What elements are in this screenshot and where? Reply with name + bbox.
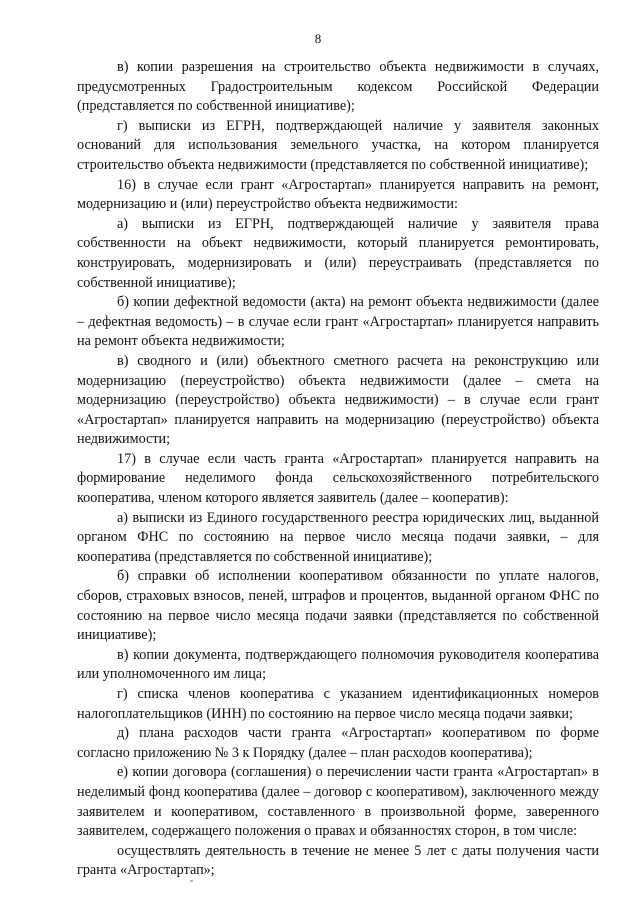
paragraph-item-g-member-list: г) списка членов кооператива с указанием идентификационных номеров налогоплательщиков (ИНН) по состоянию на первое число месяца подачи заявки;: [77, 686, 599, 722]
paragraph-item-g-egrn-land: г) выписки из ЕГРН, подтверждающей наличие у заявителя законных оснований для использования земельного участка, на котором планируется строительство объекта недвижимости (представляется по собственной инициативе);: [77, 117, 599, 173]
paragraph-item-e-cooperative-agreement: е) копии договора (соглашения) о перечислении части гранта «Агростартап» в неделимый фонд кооператива (далее – договор с кооперативом), заключенного между заявителем и кооперативом, составленного в произвольной форме, заверенного заявителем, содержащего положения о правах и обязанностях сторон, в том числе:: [77, 764, 599, 840]
paragraph-item-v-cost-estimate: в) сводного и (или) объектного сметного расчета на реконструкцию или модернизацию (переустройство) объекта недвижимости (далее – смета на модернизацию (переустройство) объекта недвижимости) – в случае если грант «Агростартап» планируется направить на модернизацию (переустройство) объекта недвижимости;: [77, 352, 599, 448]
paragraph-17-cooperative-fund: 17) в случае если часть гранта «Агростартап» планируется направить на формирование неделимого фонда сельскохозяйственного потребительского кооператива, членом которого является заявитель (далее – кооператив):: [77, 450, 599, 507]
paragraph-item-b-tax-certificate: б) справки об исполнении кооперативом обязанности по уплате налогов, сборов, страховых взносов, пеней, штрафов и процентов, выданной органом ФНС по состоянию на первое число месяца подачи заявки (представляется по собственной инициативе);: [77, 568, 599, 644]
scan-artifact: [190, 880, 193, 882]
paragraph-item-a-legal-entities-register: а) выписки из Единого государственного реестра юридических лиц, выданной органом ФНС по состоянию на первое число месяца подачи заявки, – для кооператива (представляется по собственной инициативе);: [77, 509, 599, 565]
paragraph-item-v-construction-permit: в) копии разрешения на строительство объекта недвижимости в случаях, предусмотренных Градостроительным кодексом Российской Федерации (представляется по собственной инициативе);: [77, 59, 599, 115]
paragraph-obligation-five-years: осуществлять деятельность в течение не менее 5 лет с даты получения части гранта «Агростартап»;: [77, 842, 599, 879]
paragraph-16-repair-modernization: 16) в случае если грант «Агростартап» планируется направить на ремонт, модернизацию и (или) переустройство объекта недвижимости:: [77, 176, 599, 213]
paragraph-item-b-defect-statement: б) копии дефектной ведомости (акта) на ремонт объекта недвижимости (далее – дефектная ведомость) – в случае если грант «Агростартап» планируется направить на ремонт объекта недвижимости;: [77, 294, 599, 350]
paragraph-item-v-authority-document: в) копии документа, подтверждающего полномочия руководителя кооператива или уполномоченного им лица;: [77, 646, 599, 683]
page-number: 8: [314, 31, 322, 46]
paragraph-item-a-egrn-ownership: а) выписки из ЕГРН, подтверждающей наличие у заявителя права собственности на объект недвижимости, который планируется ремонтировать, конструировать, модернизировать и (или) переустраивать (представляется по собственной инициативе);: [77, 215, 599, 291]
document-body: [77, 58, 599, 881]
paragraph-item-d-expense-plan: д) плана расходов части гранта «Агростартап» кооперативом по форме согласно приложению № 3 к Порядку (далее – план расходов кооператива);: [77, 725, 599, 761]
